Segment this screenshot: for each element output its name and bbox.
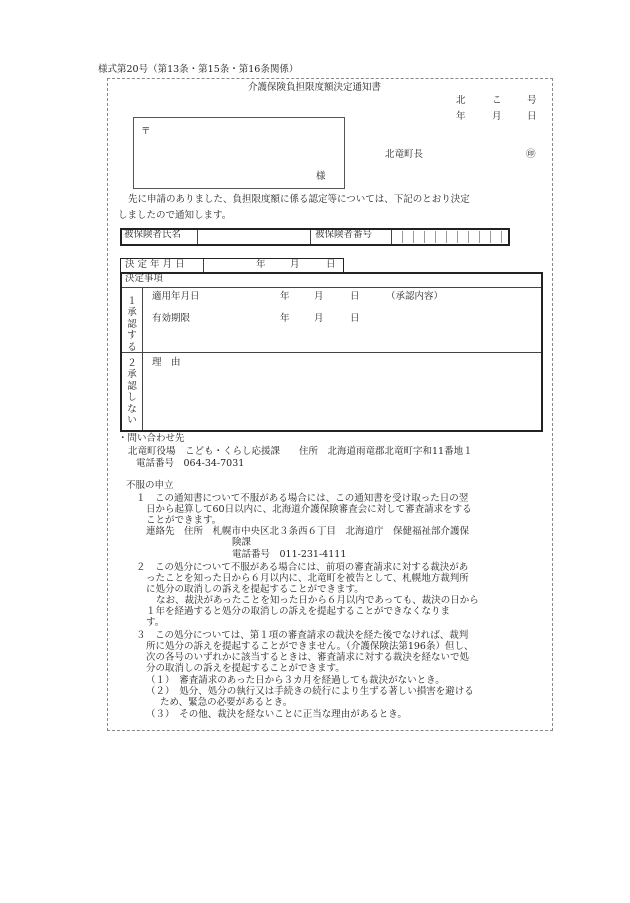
p1-contact-line1: 連絡先 住所 札幌市中央区北３条西６丁目 北海道庁 保健福祉部介護保 xyxy=(146,526,470,537)
approve-row1-month: 月 xyxy=(314,291,324,302)
insured-name-label: 被保険者氏名 xyxy=(124,229,182,240)
objection-header: 不服の申立 xyxy=(126,480,174,491)
p1-contact-line2: 険課 xyxy=(232,537,252,548)
divider xyxy=(203,259,204,273)
p1-line3: ことができます。 xyxy=(146,515,222,526)
p3-item3: （３） その他、裁決を経ないことに正当な理由があるとき。 xyxy=(146,709,407,720)
p3-item2: （２） 処分、処分の執行又は手続きの続行により生ずる著しい損害を避ける xyxy=(146,686,474,697)
p3-line2: 所に処分の訴えを提起することができません。（介護保険法第196条）但し、 xyxy=(146,641,474,652)
divider xyxy=(142,288,143,430)
approve-row1-year: 年 xyxy=(280,291,290,302)
insured-number-cells xyxy=(392,231,502,243)
p1-contact-phone: 電話番号 011-231-4111 xyxy=(232,549,347,560)
reason-label: 理 由 xyxy=(152,357,181,368)
p2-line4: なお、裁決があったことを知った日から６月以内であっても、裁決の日から xyxy=(156,595,479,606)
approve-row1-day: 日 xyxy=(350,291,360,302)
p2-line1: ２ この処分について不服がある場合には、前項の審査請求に対する裁決があ xyxy=(136,562,469,573)
p1-line1: １ この通知書について不服がある場合には、この通知書を受け取った日の翌 xyxy=(136,493,469,504)
approve-row2-label: 有効期限 xyxy=(152,313,191,324)
decision-items-label: 決定事項 xyxy=(125,273,164,284)
divider xyxy=(310,230,311,244)
date-month: 月 xyxy=(492,111,502,122)
approve-label: １承認する xyxy=(127,296,137,353)
intro-line1: 先に申請のありました、負担限度額に係る認定等については、下記のとおり決定 xyxy=(128,194,470,205)
inquiry-line2: 電話番号 064-34-7031 xyxy=(136,458,245,469)
doc-number-kita: 北 xyxy=(456,95,466,106)
decision-date-day: 日 xyxy=(326,259,336,270)
form-label: 様式第20号（第13条・第15条・第16条関係） xyxy=(98,64,299,75)
p2-line6: す。 xyxy=(146,617,165,628)
decision-date-year: 年 xyxy=(256,259,266,270)
document-title: 介護保険負担限度額決定通知書 xyxy=(248,82,382,93)
p2-line5: １年を経過すると処分の取消しの訴えを提起することができなくなりま xyxy=(146,606,451,617)
p3-item2-cont: ため、緊急の必要があるとき。 xyxy=(160,697,293,708)
divider xyxy=(197,230,198,244)
doc-number-go: 号 xyxy=(527,95,537,106)
address-box xyxy=(133,117,345,189)
approve-row2-month: 月 xyxy=(314,313,324,324)
p3-item1: （１） 審査請求のあった日から３カ月を経過しても裁決がないとき。 xyxy=(146,675,445,686)
decision-date-month: 月 xyxy=(290,259,300,270)
intro-line2: しましたので通知します。 xyxy=(118,210,232,221)
date-day: 日 xyxy=(527,111,537,122)
insured-number-label: 被保険者番号 xyxy=(315,229,373,240)
approve-row1-label: 適用年月日 xyxy=(152,291,200,302)
approval-content-label: （承認内容） xyxy=(386,291,444,302)
postal-mark: 〒 xyxy=(141,126,151,137)
p3-line4: 分の取消しの訴えを提起することができます。 xyxy=(146,663,345,674)
seal-mark: ㊞ xyxy=(526,149,536,160)
date-year: 年 xyxy=(456,111,466,122)
divider xyxy=(122,287,541,288)
approve-row2-day: 日 xyxy=(350,313,360,324)
sama-label: 様 xyxy=(316,171,326,182)
divider xyxy=(122,352,541,353)
approve-row2-year: 年 xyxy=(280,313,290,324)
p2-line3: に処分の取消しの訴えを提起することができます。 xyxy=(146,584,364,595)
inquiry-line1: 北竜町役場 こども・くらし応援課 住所 北海道雨竜郡北竜町字和11番地１ xyxy=(128,446,473,457)
p2-line2: ったことを知った日から６月以内に、北竜町を被告として、札幌地方裁判所 xyxy=(146,573,469,584)
p1-line2: 日から起算して60日以内に、北海道介護保険審査会に対して審査請求をする xyxy=(146,504,472,515)
p3-line3: 次の各号のいずれかに該当するときは、審査請求に対する裁決を経ないで処 xyxy=(146,652,470,663)
reject-label: ２承認しない xyxy=(127,358,137,426)
issuer: 北竜町長 xyxy=(385,149,424,160)
doc-number-ko: こ xyxy=(492,95,502,106)
p3-line1: ３ この処分については、第１項の審査請求の裁決を経た後でなければ、裁判 xyxy=(136,630,469,641)
inquiry-header: ・問い合わせ先 xyxy=(118,433,185,444)
decision-date-label: 決 定 年 月 日 xyxy=(125,259,185,270)
